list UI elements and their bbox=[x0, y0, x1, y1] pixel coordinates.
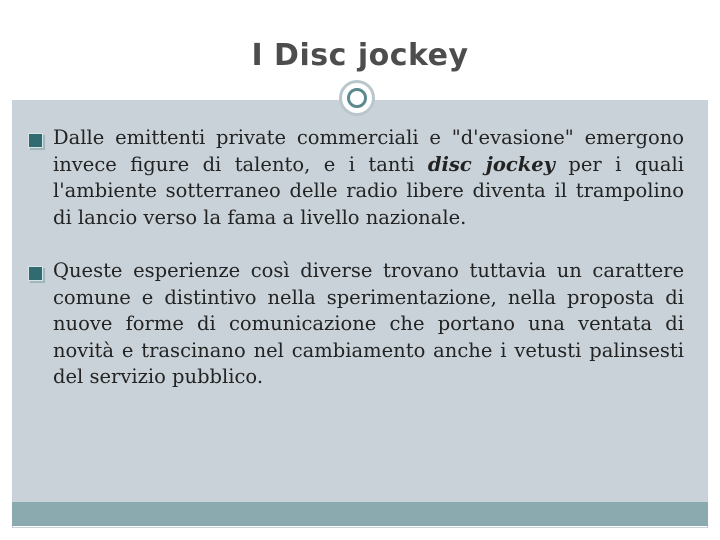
square-bullet-icon bbox=[28, 133, 43, 148]
circle-ornament-inner bbox=[347, 88, 367, 108]
square-bullet-icon bbox=[28, 266, 43, 281]
bottom-bar bbox=[12, 502, 708, 526]
bullet-list bbox=[28, 125, 684, 418]
bullet-text-2: Queste esperienze così diverse trovano tuttavia un carattere comune e distintivo nella sperimentazione, nella proposta di nuove forme di comunicazione che portano una ventata di novità e trascinano nel cambiamento anche i vetusti palinsesti del servizio pubblico. bbox=[53, 259, 684, 388]
bullet-item-1 bbox=[28, 125, 684, 231]
bullet-item-2 bbox=[28, 258, 684, 391]
bullet-text-1: Dalle emittenti private commerciali e "d'evasione" emergono invece figure di talento, e i tanti disc jockey per i quali l'ambiente sotterraneo delle radio libere diventa il trampolino di lancio verso la fama a livello nazionale. bbox=[53, 126, 684, 229]
bullet-emphasis: disc jockey bbox=[427, 152, 555, 176]
slide-title: I Disc jockey bbox=[251, 38, 469, 73]
circle-ornament-icon bbox=[339, 80, 375, 116]
